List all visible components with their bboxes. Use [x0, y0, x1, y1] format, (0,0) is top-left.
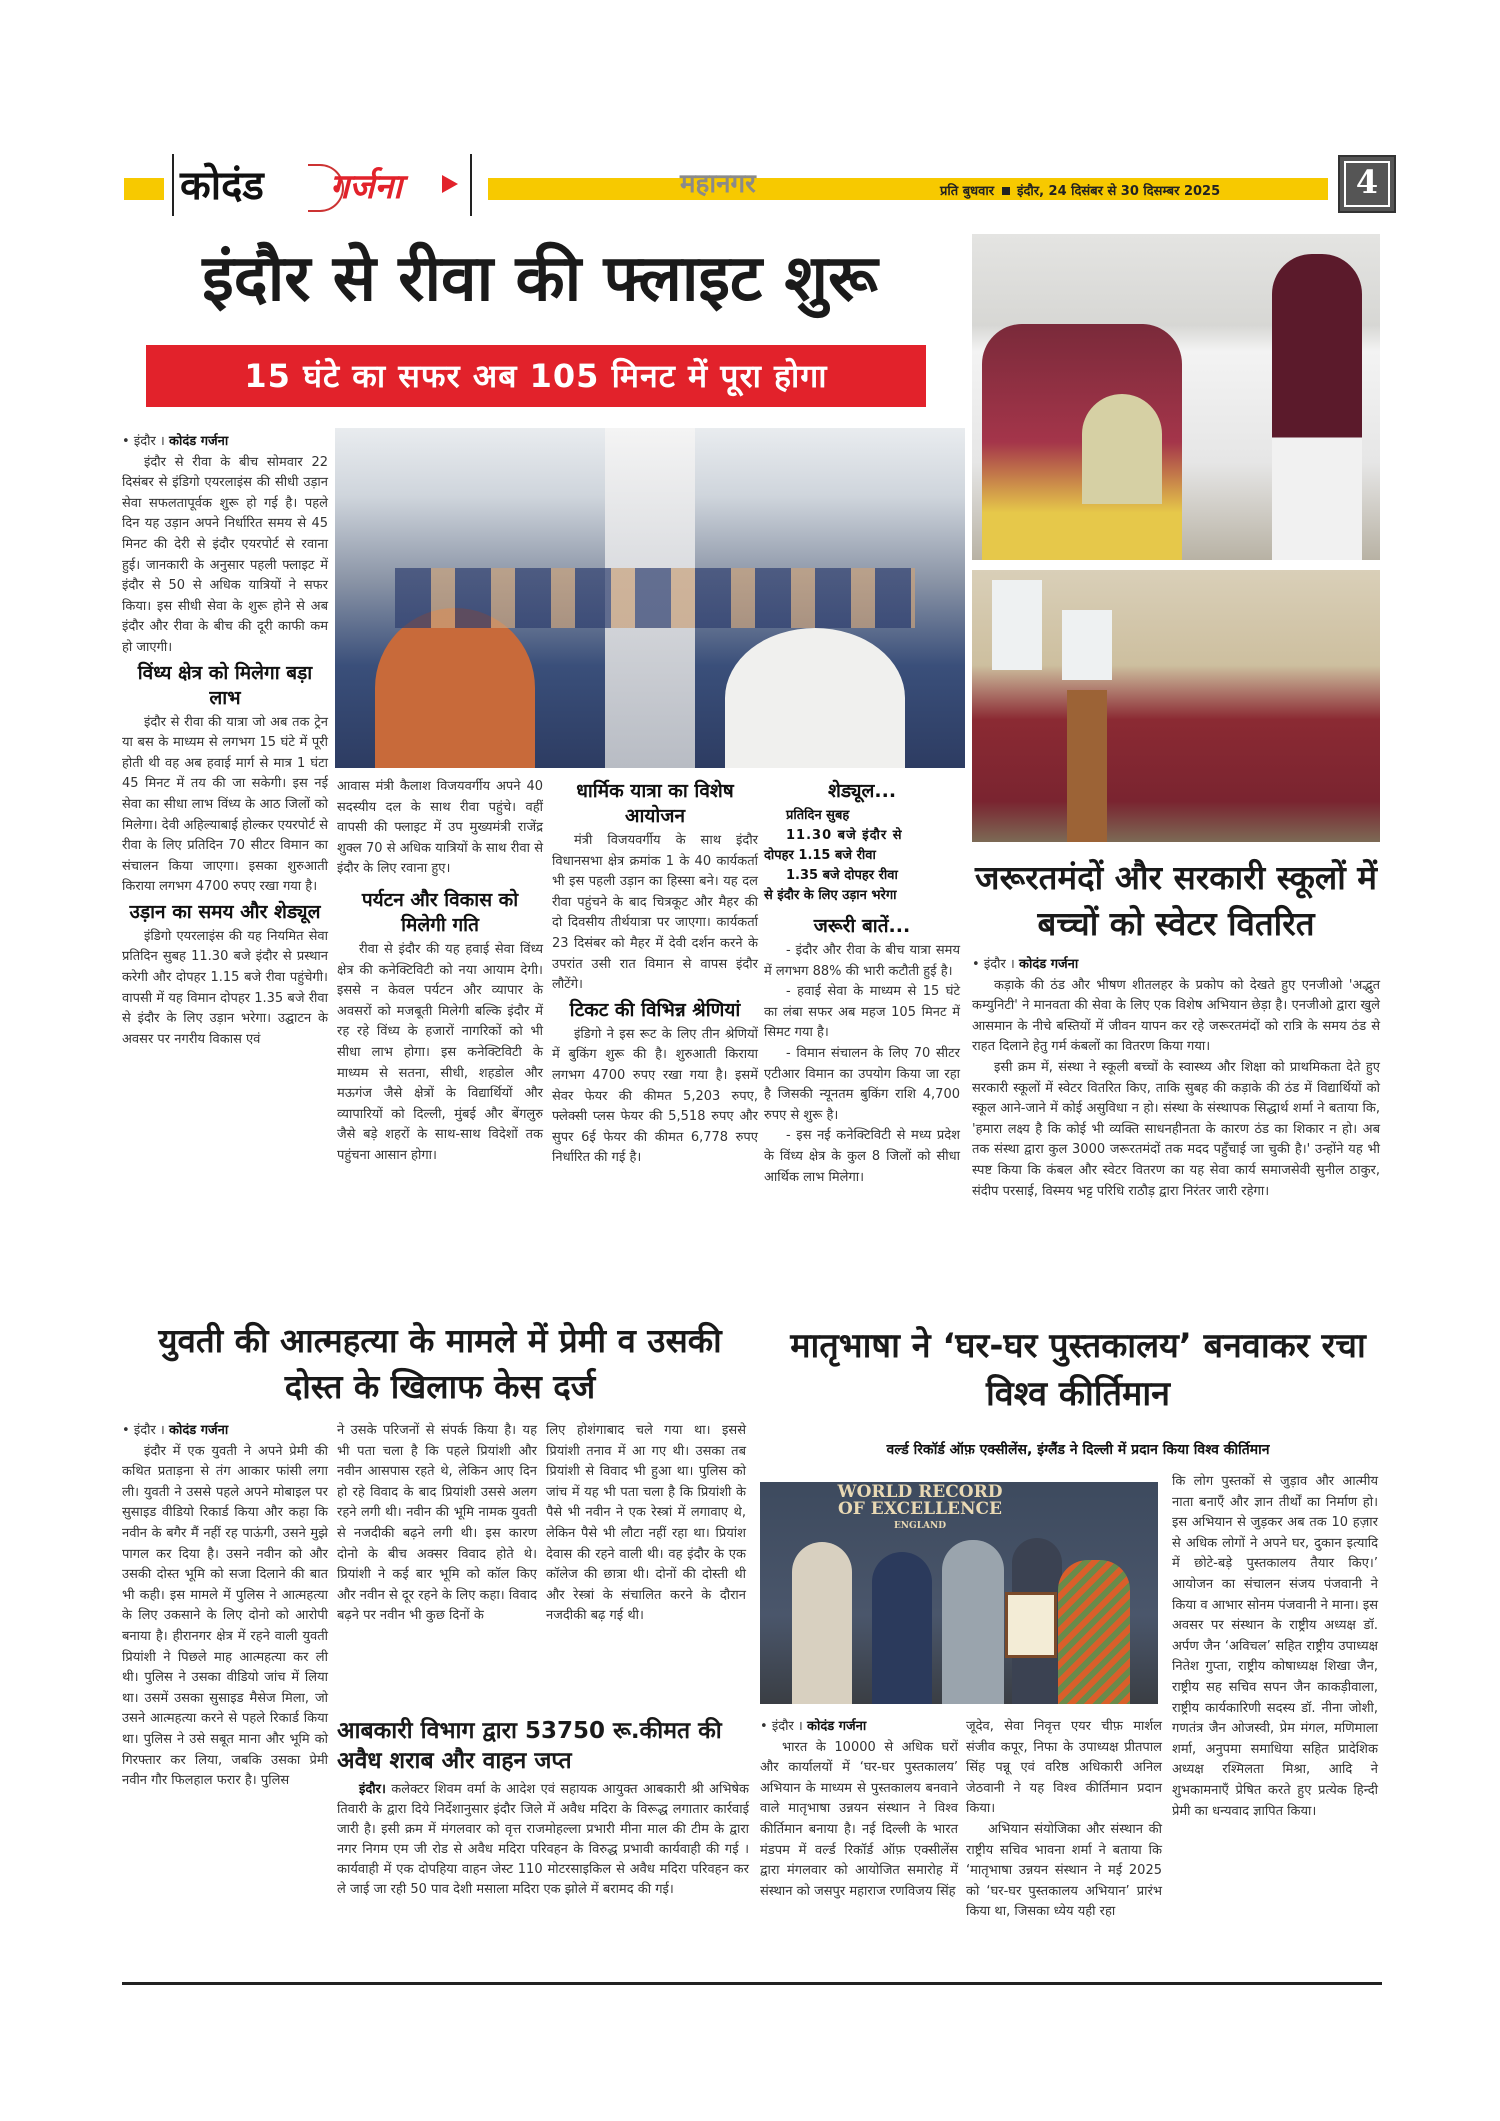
logo-arrow-icon — [442, 175, 458, 193]
edition-info — [940, 181, 1220, 199]
suicide-headline: युवती की आत्महत्या के मामले में प्रेमी व उसकी दोस्त के खिलाफ केस दर्ज — [158, 1321, 722, 1406]
lead-paragraph: इंडिगो एयरलाइंस की यह नियमित सेवा प्रतिदिन सुबह 11.30 बजे इंदौर से प्रस्थान करेगी और दोपहर 1.15 बजे रीवा पहुंचेगी। वापसी में यह विमान दोपहर 1.35 बजे रीवा से इंदौर के लिए उड़ान भरेगा। उद्घाटन के अवसर पर नगरीय विकास एवं — [122, 928, 328, 1047]
lead-column-4 — [764, 777, 960, 1188]
library-column-1 — [760, 1717, 958, 1902]
schedule-box — [764, 806, 960, 906]
excise-lead-word: इंदौर। — [359, 1782, 386, 1797]
lead-strap — [146, 345, 926, 407]
schedule-line: 1.35 बजे दोपहर रीवा — [786, 868, 898, 883]
facts-title: जरूरी बातें... — [813, 915, 911, 937]
suicide-paragraph: इंदौर में एक युवती ने अपने प्रेमी की कथित प्रताड़ना से तंग आकार फांसी लगा ली। युवती ने उससे पहले अपने मोबाइल पर सुसाइड वीडियो रिकार्ड किया और कहा कि नवीन के बगैर मैं नहीं रह पाऊंगी, उसने मुझे पागल कर दिया है। उसने नवीन को और उसकी दोस्त भूमि को सजा दिलाने की बात भी कही। इस मामले में पुलिस ने आत्महत्या के लिए उकसाने के लिए दोनो को आरोपी बनाया है। हीरानगर क्षेत्र में रहने वाली युवती प्रियांशी ने पिछले माह आत्महत्या कर ली थी। पुलिस ने उसका वीडियो जांच में लिया था। उसमें उसका सुसाइड मैसेज मिला, जो उसने आत्महत्या करने से पहले रिकार्ड किया था। पुलिस ने उसे सबूत माना और भूमि को गिरफ्तार कर लिया, जबकि उसका प्रेमी नवीन गौर फिलहाल फरार है। पुलिस — [122, 1443, 328, 1789]
dateline: • इंदौर । कोदंड गर्जना — [122, 1423, 229, 1438]
sweater-body — [972, 955, 1380, 1202]
award-banner — [820, 1484, 1020, 1535]
suicide-column-2 — [337, 1421, 537, 1627]
flight-cabin-photo — [335, 428, 965, 768]
blanket-distribution-photo — [972, 234, 1380, 560]
sweater-paragraph: कड़ाके की ठंड और भीषण शीतलहर के प्रकोप को देखते हुए एनजीओ 'अद्भुत कम्युनिटी' ने मानवता की सेवा के लिए एक विशेष अभियान छेड़ा है। एनजीओ द्वारा खुले आसमान के नीचे बस्तियों में जीवन यापन कर रहे जरूरतमंदों को रात्रि के समय ठंड से राहत दिलाने हेतु गर्म कंबलों का वितरण किया गया। — [972, 977, 1380, 1055]
sweater-paragraph: इसी क्रम में, संस्था ने स्कूली बच्चों के स्वास्थ्य और शिक्षा को प्राथमिकता देते हुए सरकारी स्कूलों में स्वेटर वितरित किए, ताकि सुबह की कड़ाके की ठंड में विद्यार्थियों को स्कूल आने-जाने में कोई असुविधा न हो। संस्था के संस्थापक सिद्धार्थ शर्मा ने बताया कि, 'हमारा लक्ष्य है कि कोई भी व्यक्ति साधनहीनता के कारण ठंड का शिकार न हो। अब तक संस्था द्वारा कुल 3000 जरूरतमंदों तक मदद पहुँचाई जा चुकी है।' उन्होंने यह भी स्पष्ट किया कि कंबल और स्वेटर वितरण का यह सेवा कार्य समाजसेवी सुनील ठाकुर, संदीप परसाई, विस्मय भट्ट परिधि राठौड़ द्वारा निरंतर जारी रहेगा। — [972, 1059, 1380, 1199]
library-paragraph: भारत के 10000 से अधिक घरों और कार्यालयों में ‘घर-घर पुस्तकालय’ अभियान के माध्यम से पुस्तकालय बनवाने वाले मातृभाषा उन्नयन संस्थान ने विश्व कीर्तिमान बनाया है। नई दिल्ली के भारत मंडपम में वर्ल्ड रिकॉर्ड ऑफ़ एक्सीलेंस द्वारा मंगलवार को आयोजित समारोह में संस्थान को जसपुर महाराज रणविजय सिंह — [760, 1739, 958, 1899]
schedule-line: प्रतिदिन सुबह — [786, 808, 850, 823]
dateline: • इंदौर । कोदंड गर्जना — [972, 957, 1079, 972]
school-sweater-photo — [972, 570, 1380, 842]
excise-body — [337, 1780, 749, 1900]
lead-headline: इंदौर से रीवा की फ्लाइट शुरू — [202, 242, 878, 316]
suicide-column-1 — [122, 1421, 328, 1792]
schedule-line: से इंदौर के लिए उड़ान भरेगा — [764, 888, 897, 903]
suicide-paragraph: ने उसके परिजनों से संपर्क किया है। यह भी पता चला है कि पहले प्रियांशी और नवीन आसपास रहते थे, लेकिन आए दिन हो रहे विवाद के बाद प्रियांशी उससे अलग रहने लगी थी। नवीन की भूमि नामक युवती से नजदीकी बढ़ने लगी थी। इस कारण दोनो के बीच अक्सर विवाद होते थे। प्रियांशी ने कई बार भूमि को कॉल किए और नवीन से दूर रहने के लिए कहा। विवाद बढ़ने पर नवीन भी कुछ दिनों के — [337, 1423, 537, 1624]
lead-paragraph: इंदौर से रीवा की यात्रा जो अब तक ट्रेन या बस के माध्यम से लगभग 15 घंटे में पूरी होती थी वह अब हवाई मार्ग से मात्र 1 घंटा 45 मिनट में तय की जा सकेगी। इस नई सेवा का सीधा लाभ विंध्य के आठ जिलों को मिलेगा। देवी अहिल्याबाई होल्कर एयरपोर्ट से रीवा के लिए प्रतिदिन 70 सीटर विमान का संचालन किया जाएगा। इसका शुरुआती किराया लगभग 4700 रुपए रखा गया है। — [122, 714, 328, 895]
banner-line: WORLD RECORD — [837, 1482, 1003, 1502]
subheading: विंध्य क्षेत्र को मिलेगा बड़ा लाभ — [137, 661, 313, 709]
dateline-place: इंदौर । — [133, 434, 165, 449]
lead-paragraph: आवास मंत्री कैलाश विजयवर्गीय अपने 40 सदस्यीय दल के साथ रीवा पहुंचे। वहीं वापसी की फ्लाइट में उप मुख्यमंत्री राजेंद्र शुक्ल 70 से अधिक यात्रियों के साथ रीवा से इंदौर के लिए रवाना हुए। — [337, 779, 543, 877]
excise-headline: आबकारी विभाग द्वारा 53750 रू.कीमत की अवैध शराब और वाहन जप्त — [337, 1718, 722, 1774]
dateline-place: इंदौर । — [771, 1719, 803, 1734]
lead-paragraph: इंडिगो ने इस रूट के लिए तीन श्रेणियों में बुकिंग शुरू की है। शुरुआती किराया लगभग 4700 रुपए रखा गया है। इसमें सेवर फेयर की कीमत 5,203 रुपए, फ्लेक्सी प्लस फेयर की 5,518 रुपए और सुपर 6ई फेयर की कीमत 6,778 रुपए निर्धारित की गई है। — [552, 1026, 758, 1166]
library-headline: मातृभाषा ने ‘घर-घर पुस्तकालय’ बनवाकर रचा विश्व कीर्तिमान — [790, 1326, 1366, 1414]
masthead-yellow-stub — [124, 178, 164, 200]
dateline-source: कोदंड गर्जना — [806, 1719, 867, 1734]
dateline-source: कोदंड गर्जना — [168, 1423, 229, 1438]
banner-line: OF EXCELLENCE — [837, 1499, 1003, 1519]
schedule-title: शेड्यूल... — [827, 780, 897, 802]
fact-item: - हवाई सेवा के माध्यम से 15 घंटे का लंबा सफर अब महज 105 मिनट में सिमट गया है। — [764, 984, 960, 1041]
masthead-divider-left — [172, 154, 174, 216]
subheading: पर्यटन और विकास को मिलेगी गति — [361, 888, 519, 936]
excise-text: कलेक्टर शिवम वर्मा के आदेश एवं सहायक आयुक्त आबकारी श्री अभिषेक तिवारी के द्वारा दिये निर्देशानुसार इंदौर जिले में अवैध मदिरा के विरूद्ध लगातार कार्रवाई जारी है। इसी क्रम में मंगलवार को वृत्त राजमोहल्ला प्रभारी मीना माल की टीम के द्वारा नगर निगम एम जी रोड से अवैध मदिरा परिवहन के विरुद्ध प्रभावी कार्यवाही की गई । कार्यवाही में एक दोपहिया वाहन जेस्ट 110 मोटरसाइकिल से अवैध मदिरा परिवहन कर ले जाई जा रही 50 पाव देशी मसाला मदिरा एक झोले में बरामद की गई। — [337, 1782, 749, 1897]
dateline-place: इंदौर । — [133, 1423, 165, 1438]
banner-line: ENGLAND — [893, 1521, 947, 1531]
suicide-paragraph: लिए होशंगाबाद चले गया था। इससे प्रियांशी तनाव में आ गए थी। उसका तब प्रियांशी से विवाद भी हुआ था। पुलिस को जांच में यह भी पता चला है कि प्रियांशी के पैसे भी नवीन ने एक रेस्त्रां में लगावाए थे, लेकिन पैसे भी लौटा नहीं रहा था। प्रियांश देवास की रहने वाली थी। वह इंदौर के एक कॉलेज की छात्रा थी। दोनों की दोस्ती थी और रेस्त्रां के संचालित करने के दौरान नजदीकी बढ़ गई थी। — [546, 1423, 746, 1624]
lead-paragraph: मंत्री विजयवर्गीय के साथ इंदौर विधानसभा क्षेत्र क्रमांक 1 के 40 कार्यकर्ता भी इस पहली उड़ान का हिस्सा बने। यह दल रीवा पहुंचने के बाद चित्रकूट और मैहर की दो दिवसीय तीर्थयात्रा पर जाएगा। कार्यकर्ता 23 दिसंबर को मैहर में देवी दर्शन करने के उपरांत उसी रात विमान से वापस इंदौर लौटेंगे। — [552, 833, 758, 993]
library-column-2 — [966, 1717, 1162, 1923]
schedule-line: दोपहर 1.15 बजे रीवा — [764, 848, 876, 863]
dateline: • इंदौर । कोदंड गर्जना — [760, 1719, 867, 1734]
award-ceremony-photo — [760, 1482, 1158, 1704]
fact-item: - इस नई कनेक्टिविटी से मध्य प्रदेश के विंध्य क्षेत्र के कुल 8 जिलों को सीधा आर्थिक लाभ मिलेगा। — [764, 1128, 960, 1185]
dateline-source: कोदंड गर्जना — [1018, 957, 1079, 972]
page-number: 4 — [1355, 163, 1379, 201]
subheading: टिकट की विभिन्न श्रेणियां — [569, 998, 741, 1021]
page-bottom-rule — [122, 1982, 1382, 1985]
masthead — [120, 150, 1400, 220]
lead-column-3 — [552, 777, 758, 1169]
page-number-box — [1338, 155, 1396, 213]
fact-item: - विमान संचालन के लिए 70 सीटर एटीआर विमान का उपयोग किया जा रहा है जिसकी न्यूनतम बुकिंग राशि 4,700 रुपए से शुरू है। — [764, 1045, 960, 1123]
logo-text-right: गर्जना — [330, 167, 403, 207]
schedule-line: 11.30 बजे इंदौर से — [786, 828, 903, 843]
lead-column-2 — [337, 777, 543, 1167]
library-subhead: वर्ल्ड रिकॉर्ड ऑफ़ एक्सीलेंस, इंग्लैंड ने दिल्ली में प्रदान किया विश्व कीर्तिमान — [886, 1442, 1270, 1458]
edition-frequency: प्रति बुधवार — [940, 184, 995, 199]
bullet-square-icon — [1002, 187, 1010, 195]
lead-strap-text: 15 घंटे का सफर अब 105 मिनट में पूरा होगा — [244, 357, 828, 395]
library-column-3 — [1172, 1472, 1378, 1822]
lead-paragraph: इंदौर से रीवा के बीच सोमवार 22 दिसंबर से इंडिगो एयरलाइंस की सीधी उड़ान सेवा सफलतापूर्वक शुरू हो गई है। पहले दिन यह उड़ान अपने निर्धारित समय से 45 मिनट की देरी से इंदौर एयरपोर्ट से रवाना हुई। जानकारी के अनुसार पहली फ्लाइट में इंदौर से 50 से अधिक यात्रियों ने सफर किया। इस सीधी सेवा के शुरू होने से अब इंदौर और रीवा के बीच की दूरी काफी कम हो जाएगी। — [122, 454, 328, 655]
sweater-headline: जरूरतमंदों और सरकारी स्कूलों में बच्चों को स्वेटर वितरित — [974, 858, 1378, 943]
dateline-source: कोदंड गर्जना — [168, 434, 229, 449]
library-paragraph: कि लोग पुस्तकों से जुड़ाव और आत्मीय नाता बनाएँ और ज्ञान तीर्थों का निर्माण हो। इस अभियान से जुड़कर अब तक 10 हज़ार से अधिक लोगों ने अपने घर, दुकान इत्यादि में छोटे-बड़े पुस्तकालय तैयार किए।’ आयोजन का संचालन संजय पंजवानी ने किया व आभार सोनम पंजवानी ने माना। इस अवसर पर संस्थान के राष्ट्रीय अध्यक्ष डॉ. अर्पण जैन ‘अविचल’ सहित राष्ट्रीय उपाध्यक्ष नितेश गुप्ता, राष्ट्रीय कोषाध्यक्ष शिखा जैन, राष्ट्रीय सह सचिव सपन जैन काकड़ीवाला, राष्ट्रीय कार्यकारिणी सदस्य डॉ. नीना जोशी, गणतंत्र जैन ओजस्वी, प्रेम मंगल, मणिमाला शर्मा, अनुपमा समाधिया सहित प्रादेशिक अध्यक्ष रश्मिलता मिश्रा, आदि ने शुभकामनाएँ प्रेषित करते हुए प्रत्येक हिन्दी प्रेमी का धन्यवाद ज्ञापित किया। — [1172, 1474, 1378, 1819]
logo[interactable] — [180, 158, 460, 214]
section-label: महानगर — [680, 169, 756, 199]
library-paragraph: अभियान संयोजिका और संस्थान की राष्ट्रीय सचिव भावना शर्मा ने बताया कि ‘मातृभाषा उन्नयन संस्थान ने मई 2025 को ‘घर-घर पुस्तकालय अभियान’ प्रारंभ किया था, जिसका ध्येय यही रहा — [966, 1821, 1162, 1920]
library-paragraph: जूदेव, सेवा निवृत्त एयर चीफ़ मार्शल संजीव कपूर, निफा के उपाध्यक्ष प्रीतपाल सिंह पन्नू एवं वरिष्ठ अधिकारी अनिल जेठवानी ने यह विश्व कीर्तिमान प्रदान किया। — [966, 1719, 1162, 1817]
edition-date: इंदौर, 24 दिसंबर से 30 दिसम्बर 2025 — [1017, 184, 1221, 199]
logo-text-left: कोदंड — [180, 163, 264, 209]
lead-paragraph: रीवा से इंदौर की यह हवाई सेवा विंध्य क्षेत्र की कनेक्टिविटी को नया आयाम देगी। इससे न केवल पर्यटन और व्यापार के अवसरों को मजबूती मिलेगी बल्कि इंदौर में रह रहे विंध्य के हजारों नागरिकों को भी सीधा लाभ होगा। इस कनेक्टिविटी के माध्यम से सतना, सीधी, शहडोल और मऊगंज जैसे क्षेत्रों के विद्यार्थियों और व्यापारियों को दिल्ली, मुंबई और बेंगलुरु जैसे बड़े शहरों के साथ-साथ विदेशों तक पहुंचना आसान होगा। — [337, 941, 543, 1163]
masthead-divider-right — [470, 154, 472, 216]
subheading: धार्मिक यात्रा का विशेष आयोजन — [576, 780, 734, 827]
fact-item: - इंदौर और रीवा के बीच यात्रा समय में लगभग 88% की भारी कटौती हुई है। — [764, 943, 960, 979]
subheading: उड़ान का समय और शेड्यूल — [129, 900, 321, 923]
dateline: • इंदौर । कोदंड गर्जना — [122, 434, 229, 449]
excise-paragraph — [337, 1780, 749, 1900]
dateline-place: इंदौर । — [983, 957, 1015, 972]
lead-column-1 — [122, 432, 328, 1050]
suicide-column-3 — [546, 1421, 746, 1627]
